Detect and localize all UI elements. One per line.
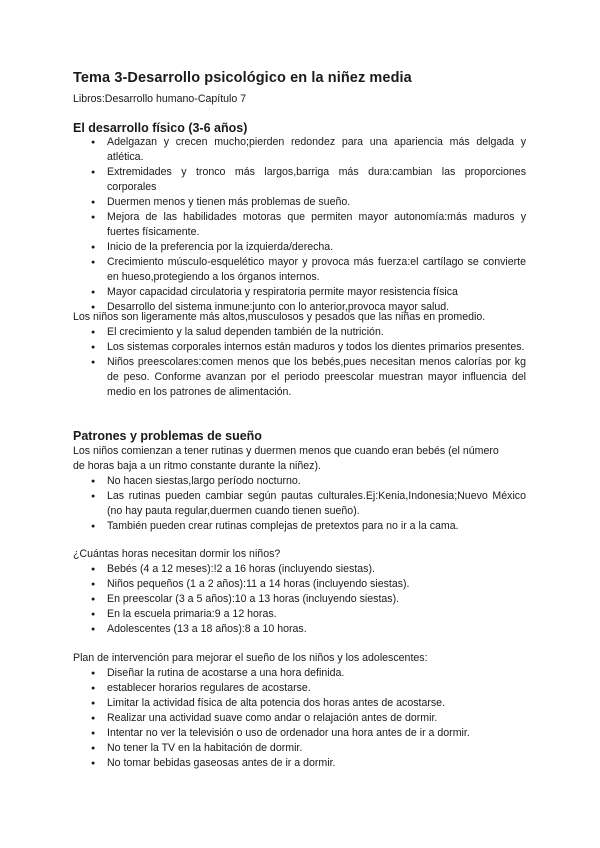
list-item: ● No tener la TV en la habitación de dormir. <box>91 741 526 756</box>
list-item: ● Extremidades y tronco más largos,barriga más dura:cambian las proporciones corporales <box>91 165 526 195</box>
hours-question: ¿Cuántas horas necesitan dormir los niños? <box>73 548 281 560</box>
document-title: Tema 3-Desarrollo psicológico en la niñez media <box>73 70 412 86</box>
list-item: ● En la escuela primaria:9 a 12 horas. <box>91 607 526 622</box>
list-item: ● Crecimiento músculo-esquelético mayor y provoca más fuerza:el cartílago se convierte en hueso,protegiendo a los órganos internos. <box>91 255 526 285</box>
list-item: ● Los sistemas corporales internos están maduros y todos los dientes primarios presentes. <box>91 340 526 355</box>
list-item: ● Las rutinas pueden cambiar según pautas culturales.Ej:Kenia,Indonesia;Nuevo México (no hay pauta regular,duermen cuando tienen sueño). <box>91 489 526 519</box>
list-item: ● Desarrollo del sistema inmune:junto con lo anterior,provoca mayor salud. <box>91 300 526 315</box>
list-item: ● Mayor capacidad circulatoria y respiratoria permite mayor resistencia física <box>91 285 526 300</box>
list-item: ● No hacen siestas,largo período nocturno. <box>91 474 526 489</box>
list-item: ● Bebés (4 a 12 meses):!2 a 16 horas (incluyendo siestas). <box>91 562 526 577</box>
list-item: ● Limitar la actividad física de alta potencia dos horas antes de acostarse. <box>91 696 526 711</box>
list-item: ● En preescolar (3 a 5 años):10 a 13 horas (incluyendo siestas). <box>91 592 526 607</box>
plan-bullet-list <box>91 666 526 771</box>
list-item: ● Niños pequeños (1 a 2 años):11 a 14 horas (incluyendo siestas). <box>91 577 526 592</box>
section-heading-physical: El desarrollo físico (3-6 años) <box>73 121 248 135</box>
list-item: ● Inicio de la preferencia por la izquierda/derecha. <box>91 240 526 255</box>
document-subtitle: Libros:Desarrollo humano-Capítulo 7 <box>73 93 247 105</box>
list-item: ● Realizar una actividad suave como andar o relajación antes de dormir. <box>91 711 526 726</box>
list-item: ● establecer horarios regulares de acostarse. <box>91 681 526 696</box>
list-item: ● Mejora de las habilidades motoras que permiten mayor autonomía:más maduros y fuertes físicamente. <box>91 210 526 240</box>
list-item: ● Duermen menos y tienen más problemas de sueño. <box>91 195 526 210</box>
sleep-intro-line-1: Los niños comienzan a tener rutinas y duermen menos que cuando eran bebés (el número <box>73 445 499 457</box>
list-item: ● Niños preescolares:comen menos que los bebés,pues necesitan menos calorías por kg de peso. Conforme avanzan por el periodo preescolar muestran mayor influencia del medio en los patrones de alimentación. <box>91 355 526 400</box>
plan-intro: Plan de intervención para mejorar el sueño de los niños y los adolescentes: <box>73 652 428 664</box>
sleep-intro-line-2: de horas baja a un ritmo constante durante la niñez). <box>73 460 321 472</box>
section-heading-sleep: Patrones y problemas de sueño <box>73 429 262 443</box>
list-item: ● Adolescentes (13 a 18 años):8 a 10 horas. <box>91 622 526 637</box>
list-item: ● El crecimiento y la salud dependen también de la nutrición. <box>91 325 526 340</box>
list-item: ● También pueden crear rutinas complejas de pretextos para no ir a la cama. <box>91 519 526 534</box>
physical-note: Los niños son ligeramente más altos,musculosos y pesados que las niñas en promedio. <box>73 311 486 323</box>
physical-bullet-list <box>91 135 526 315</box>
physical-bullet-list-2 <box>91 325 526 400</box>
list-item: ● No tomar bebidas gaseosas antes de ir a dormir. <box>91 756 526 771</box>
list-item: ● Adelgazan y crecen mucho;pierden redondez para una apariencia más delgada y atlética. <box>91 135 526 165</box>
sleep-bullet-list <box>91 474 526 534</box>
hours-bullet-list <box>91 562 526 637</box>
list-item: ● Intentar no ver la televisión o uso de ordenador una hora antes de ir a dormir. <box>91 726 526 741</box>
list-item: ● Diseñar la rutina de acostarse a una hora definida. <box>91 666 526 681</box>
